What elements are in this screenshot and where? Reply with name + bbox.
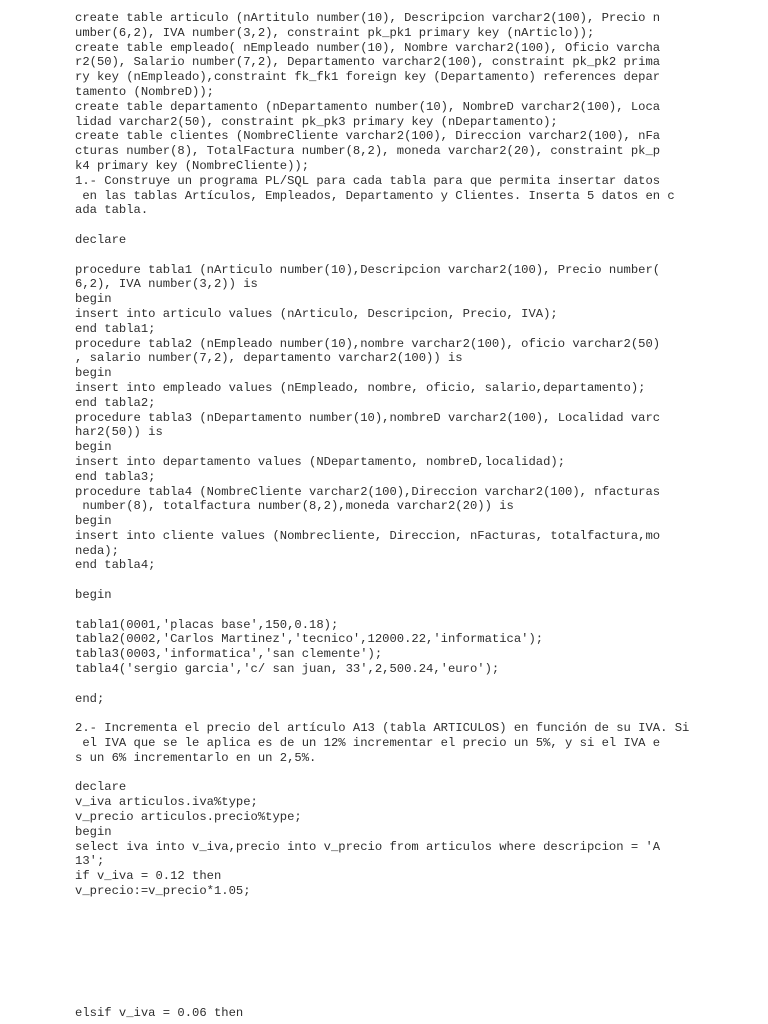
code-line: procedure tabla3 (nDepartamento number(10),nombreD varchar2(100), Localidad varc [75, 410, 661, 425]
code-line: tabla1(0001,'placas base',150,0.18); [75, 617, 339, 632]
code-line: create table articulo (nArtitulo number(10), Descripcion varchar2(100), Precio n [75, 11, 661, 25]
code-line: create table empleado( nEmpleado number(10), Nombre varchar2(100), Oficio varcha [75, 40, 661, 55]
code-line: create table clientes (NombreCliente varchar2(100), Direccion varchar2(100), nFa [75, 129, 661, 144]
code-line: ada tabla. [75, 203, 149, 218]
code-line: begin [75, 514, 112, 529]
code-line: procedure tabla1 (nArticulo number(10),Descripcion varchar2(100), Precio number( [75, 262, 661, 277]
code-text-block [75, 11, 755, 899]
code-line: end tabla1; [75, 321, 156, 336]
code-line [75, 573, 755, 588]
code-line: el IVA que se le aplica es de un 12% incrementar el precio un 5%, y si el IVA e [75, 736, 661, 751]
code-line: end tabla2; [75, 395, 156, 410]
code-line: neda); [75, 543, 119, 558]
code-line [75, 766, 755, 781]
code-line: end; [75, 691, 105, 706]
code-line: procedure tabla2 (nEmpleado number(10),nombre varchar2(100), oficio varchar2(50) [75, 336, 661, 351]
code-line [75, 677, 755, 692]
code-line: ry key (nEmpleado),constraint fk_fk1 foreign key (Departamento) references depar [75, 70, 661, 85]
code-line: umber(6,2), IVA number(3,2), constraint pk_pk1 primary key (nArticlo)); [75, 25, 595, 40]
code-tail-line: elsif v_iva = 0.06 then [75, 1006, 244, 1020]
code-line: begin [75, 588, 112, 603]
code-line: tabla3(0003,'informatica','san clemente'); [75, 647, 383, 662]
code-line: k4 primary key (NombreCliente)); [75, 158, 310, 173]
code-line: procedure tabla4 (NombreCliente varchar2(100),Direccion varchar2(100), nfacturas [75, 484, 661, 499]
code-line: 1.- Construye un programa PL/SQL para cada tabla para que permita insertar datos [75, 173, 661, 188]
code-line: create table departamento (nDepartamento number(10), NombreD varchar2(100), Loca [75, 99, 661, 114]
code-line: if v_iva = 0.12 then [75, 869, 222, 884]
code-line: s un 6% incrementarlo en un 2,5%. [75, 750, 317, 765]
code-line: 2.- Incrementa el precio del artículo A13 (tabla ARTICULOS) en función de su IVA. Si [75, 721, 690, 736]
code-line: insert into empleado values (nEmpleado, nombre, oficio, salario,departamento); [75, 380, 646, 395]
code-line: tabla4('sergio garcia','c/ san juan, 33',2,500.24,'euro'); [75, 662, 500, 677]
code-line: end tabla3; [75, 469, 156, 484]
code-line: lidad varchar2(50), constraint pk_pk3 primary key (nDepartamento); [75, 114, 558, 129]
code-line: en las tablas Artículos, Empleados, Departamento y Clientes. Inserta 5 datos en c [75, 188, 675, 203]
code-line [75, 218, 755, 233]
code-line: insert into cliente values (Nombrecliente, Direccion, nFacturas, totalfactura,mo [75, 528, 661, 543]
code-line: number(8), totalfactura number(8,2),moneda varchar2(20)) is [75, 499, 514, 514]
code-line: tamento (NombreD)); [75, 84, 214, 99]
code-line [75, 603, 755, 618]
code-line: declare [75, 232, 127, 247]
code-line: tabla2(0002,'Carlos Martinez','tecnico',12000.22,'informatica'); [75, 632, 544, 647]
code-line: insert into departamento values (NDepartamento, nombreD,localidad); [75, 454, 566, 469]
code-line: select iva into v_iva,precio into v_precio from articulos where descripcion = 'A [75, 839, 661, 854]
code-line: har2(50)) is [75, 425, 163, 440]
code-line: cturas number(8), TotalFactura number(8,2), moneda varchar2(20), constraint pk_p [75, 144, 661, 159]
code-line: insert into articulo values (nArticulo, Descripcion, Precio, IVA); [75, 306, 558, 321]
code-line: begin [75, 824, 112, 839]
code-line [75, 706, 755, 721]
code-line [75, 248, 755, 263]
code-line: 6,2), IVA number(3,2)) is [75, 277, 258, 292]
code-line: 13'; [75, 854, 105, 869]
code-line: declare [75, 780, 127, 795]
code-line: begin [75, 292, 112, 307]
code-line: , salario number(7,2), departamento varchar2(100)) is [75, 351, 463, 366]
code-line: v_precio articulos.precio%type; [75, 810, 302, 825]
code-line: begin [75, 366, 112, 381]
code-line: v_precio:=v_precio*1.05; [75, 884, 251, 899]
code-line: begin [75, 440, 112, 455]
code-line: end tabla4; [75, 558, 156, 573]
code-line: r2(50), Salario number(7,2), Departamento varchar2(100), constraint pk_pk2 prima [75, 55, 661, 70]
code-line: v_iva articulos.iva%type; [75, 795, 258, 810]
